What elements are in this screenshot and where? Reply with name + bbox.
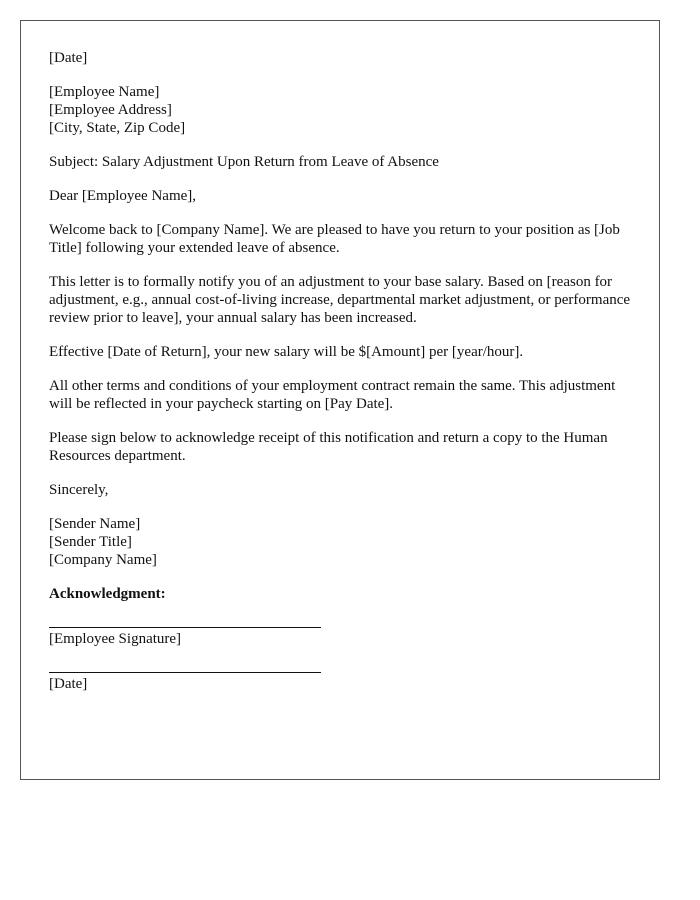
recipient-name: [Employee Name] bbox=[49, 84, 160, 100]
recipient-city-state-zip: [City, State, Zip Code] bbox=[49, 120, 186, 136]
acknowledgment-heading: Acknowledgment: bbox=[49, 586, 166, 602]
letter-greeting: Dear [Employee Name], bbox=[49, 188, 197, 204]
paragraph-welcome: Welcome back to [Company Name]. We are pleased to have you return to your position as [Job Title] following your extended leave of absence. bbox=[49, 222, 620, 256]
employee-signature-line[interactable] bbox=[49, 627, 321, 628]
employee-signature-label: [Employee Signature] bbox=[49, 631, 182, 647]
paragraph-sign-request: Please sign below to acknowledge receipt of this notification and return a copy to the Human Resources department. bbox=[49, 430, 608, 464]
sender-company: [Company Name] bbox=[49, 552, 157, 568]
letter-body bbox=[49, 49, 634, 693]
letter-date bbox=[49, 49, 634, 67]
paragraph-terms: All other terms and conditions of your employment contract remain the same. This adjustment will be reflected in your paycheck starting on [Pay Date]. bbox=[49, 378, 616, 412]
letter-page bbox=[20, 20, 660, 780]
acknowledgment-date-label: [Date] bbox=[49, 676, 88, 692]
paragraph-effective: Effective [Date of Return], your new salary will be $[Amount] per [year/hour]. bbox=[49, 344, 524, 360]
acknowledgment-date-line[interactable] bbox=[49, 672, 321, 673]
sender-block bbox=[49, 515, 634, 569]
letter-subject: Subject: Salary Adjustment Upon Return from Leave of Absence bbox=[49, 154, 439, 170]
date-text: [Date] bbox=[49, 50, 88, 66]
recipient-address-line: [Employee Address] bbox=[49, 102, 172, 118]
signature-spacer bbox=[49, 603, 634, 627]
sender-title: [Sender Title] bbox=[49, 534, 132, 550]
paragraph-adjustment: This letter is to formally notify you of an adjustment to your base salary. Based on [reason for adjustment, e.g., annual cost-of-living increase, departmental market adjustment, or performance review prior to leave], your annual salary has been increased. bbox=[49, 274, 631, 326]
sender-name: [Sender Name] bbox=[49, 516, 141, 532]
recipient-address bbox=[49, 83, 634, 137]
date-spacer bbox=[49, 648, 634, 672]
letter-closing: Sincerely, bbox=[49, 482, 109, 498]
acknowledgment-block bbox=[49, 585, 634, 693]
